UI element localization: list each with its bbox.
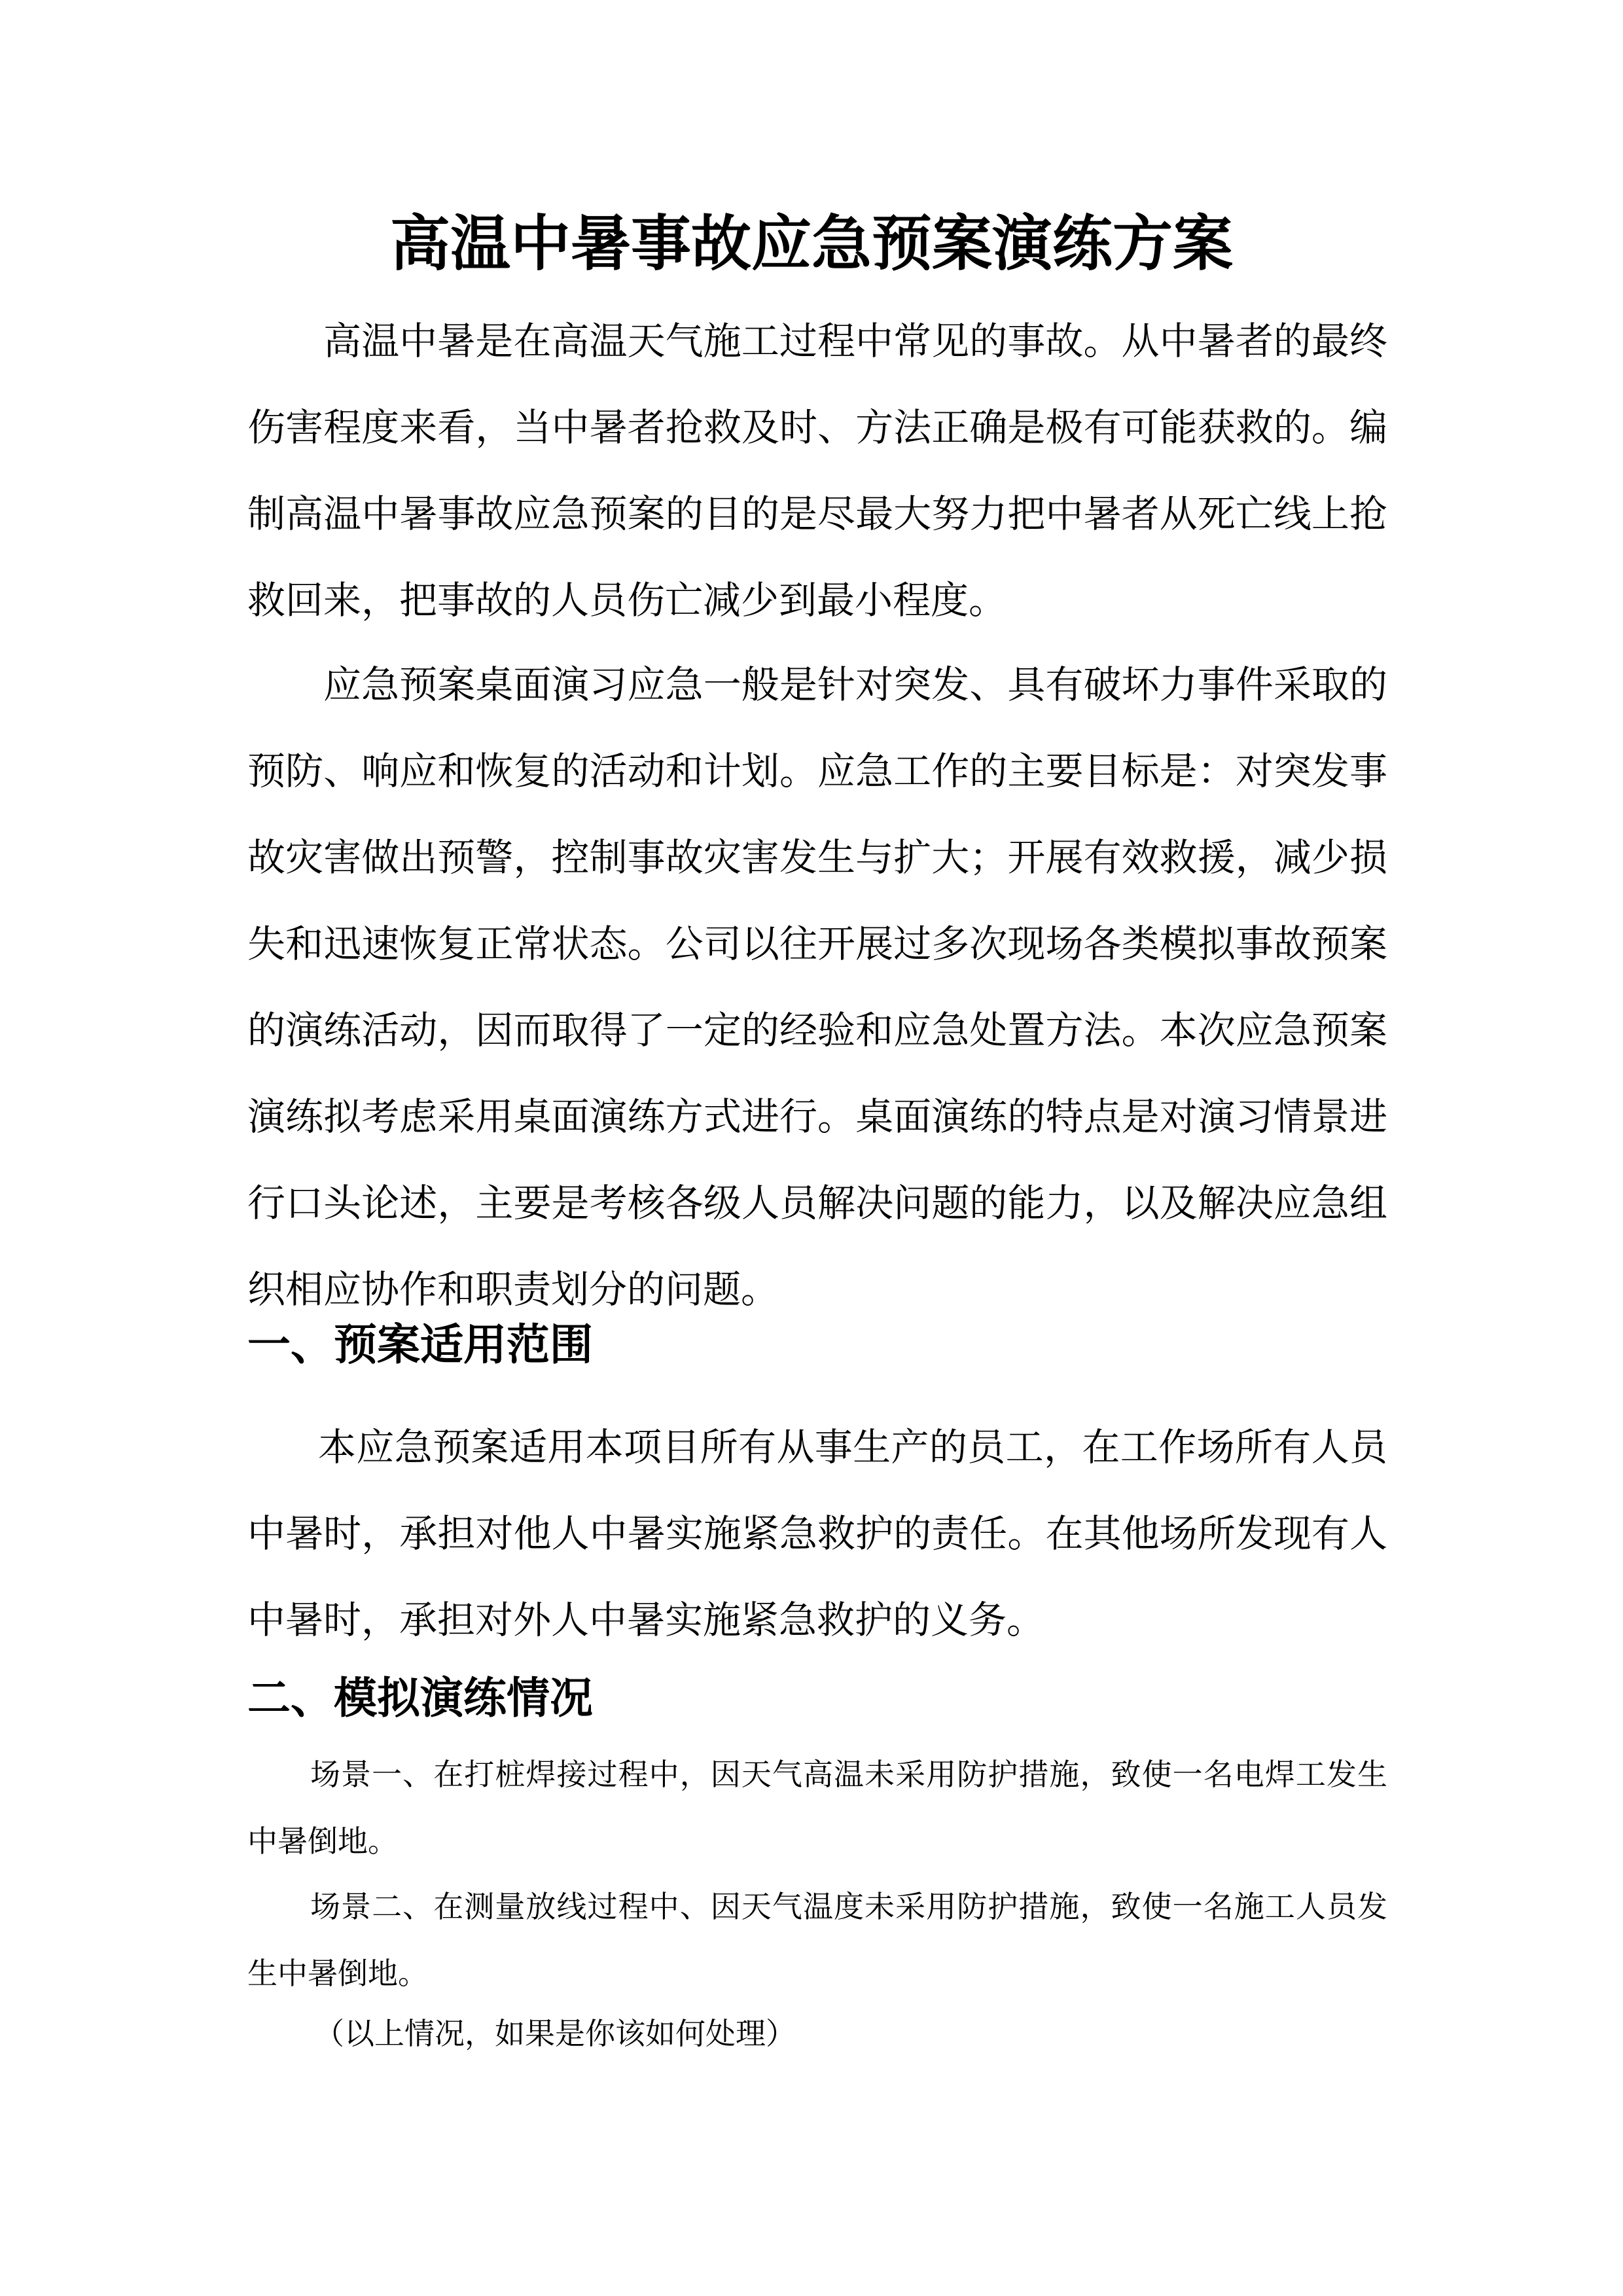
scenario-2: 场景二、在测量放线过程中、因天气温度未采用防护措施，致使一名施工人员发生中暑倒地。: [247, 1889, 1387, 1991]
document-title: 高温中暑事故应急预案演练方案: [389, 209, 1233, 279]
intro-paragraph-1: 高温中暑是在高温天气施工过程中常见的事故。从中暑者的最终伤害程度来看，当中暑者抢救及时、方法正确是极有可能获救的。编制高温中暑事故应急预案的目的是尽最大努力把中暑者从死亡线上抢救回来，把事故的人员伤亡减少到最小程度。: [247, 319, 1387, 622]
scope-paragraph: 本应急预案适用本项目所有从事生产的员工，在工作场所有人员中暑时，承担对他人中暑实施紧急救护的责任。在其他场所发现有人中暑时，承担对外人中暑实施紧急救护的义务。: [247, 1425, 1387, 1642]
drill-note: （以上情况，如果是你该如何处理）: [314, 2016, 796, 2051]
section-heading-scope: 一、预案适用范围: [247, 1319, 593, 1370]
scenario-1: 场景一、在打桩焊接过程中，因天气高温未采用防护措施，致使一名电焊工发生中暑倒地。: [247, 1757, 1387, 1859]
intro-paragraph-2: 应急预案桌面演习应急一般是针对突发、具有破坏力事件采取的预防、响应和恢复的活动和计划。应急工作的主要目标是：对突发事故灾害做出预警，控制事故灾害发生与扩大；开展有效救援，减少损失和迅速恢复正常状态。公司以往开展过多次现场各类模拟事故预案的演练活动，因而取得了一定的经验和应急处置方法。本次应急预案演练拟考虑采用桌面演练方式进行。桌面演练的特点是对演习情景进行口头论述，主要是考核各级人员解决问题的能力，以及解决应急组织相应协作和职责划分的问题。: [247, 662, 1387, 1312]
section-heading-drill: 二、模拟演练情况: [247, 1673, 593, 1723]
